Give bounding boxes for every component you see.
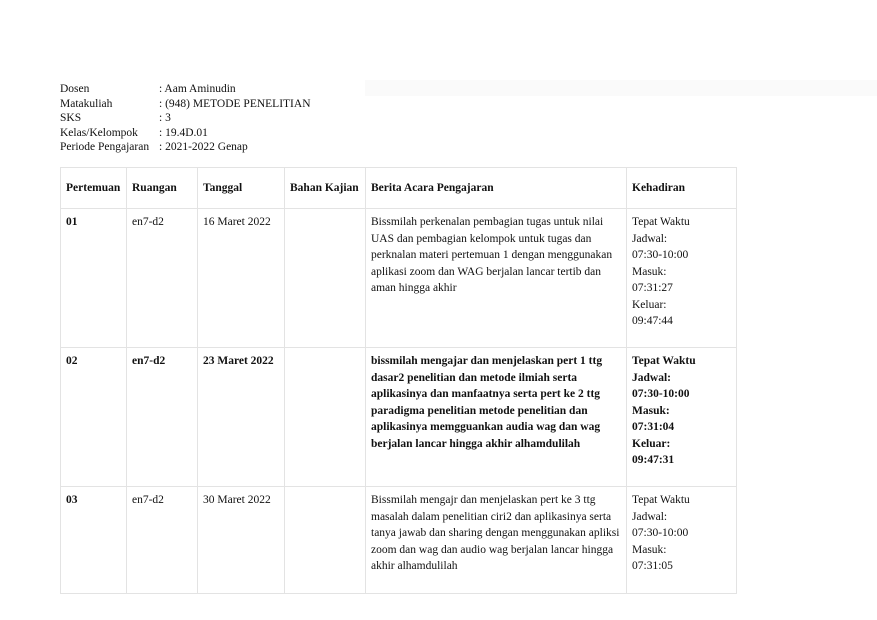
kehadiran-line: 07:31:27 <box>632 282 673 294</box>
cell-kehadiran <box>627 487 737 594</box>
info-value: : (948) METODE PENELITIAN <box>159 97 311 110</box>
kehadiran-line: Tepat Waktu <box>632 494 690 506</box>
table-row <box>61 209 737 348</box>
info-value: : 2021-2022 Genap <box>159 141 248 154</box>
kehadiran-line: Jadwal: <box>632 371 671 384</box>
cell-berita-acara: Bissmilah mengajr dan menjelaskan pert ke 3 ttg masalah dalam penelitian ciri2 dan aplikasinya serta tanya jawab dan sharing dengan menggunakan apliksi zoom dan wag dan audio wag berjalan lancar hingga akhir alhamdulilah <box>366 487 627 594</box>
info-value: : Aam Aminudin <box>159 83 236 95</box>
info-row-matakuliah <box>60 97 311 112</box>
cell-pertemuan: 01 <box>61 209 127 348</box>
table-row <box>61 348 737 487</box>
kehadiran-line: Jadwal: <box>632 232 668 245</box>
cell-berita-acara: Bissmilah perkenalan pembagian tugas untuk nilai UAS dan pembagian kelompok untuk tugas dan perknalan materi pertemuan 1 dengan menggunakan aplikasi zoom dan WAG berjalan lancar tertib dan aman hingga akhir <box>366 209 627 348</box>
cell-ruangan: en7-d2 <box>127 487 198 594</box>
info-label: SKS <box>60 112 82 125</box>
info-row-sks <box>60 111 311 126</box>
col-header-tanggal: Tanggal <box>198 168 285 209</box>
header-shade <box>365 80 877 96</box>
kehadiran-line: Masuk: <box>632 543 667 556</box>
info-label: Kelas/Kelompok <box>60 126 138 139</box>
cell-tanggal: 23 Maret 2022 <box>198 348 285 487</box>
col-header-kehadiran: Kehadiran <box>627 168 737 209</box>
schedule-table <box>60 167 737 594</box>
cell-ruangan: en7-d2 <box>127 348 198 487</box>
cell-pertemuan: 03 <box>61 487 127 594</box>
cell-ruangan: en7-d2 <box>127 209 198 348</box>
info-value: : 3 <box>159 112 171 125</box>
col-header-bahan-kajian: Bahan Kajian <box>285 168 366 209</box>
cell-tanggal: 16 Maret 2022 <box>198 209 285 348</box>
table-row <box>61 487 737 594</box>
kehadiran-line: 07:30-10:00 <box>632 249 689 261</box>
kehadiran-line: 07:31:05 <box>632 560 673 572</box>
kehadiran-line: Keluar: <box>632 298 667 311</box>
kehadiran-line: 09:47:31 <box>632 454 675 466</box>
cell-kehadiran <box>627 348 737 487</box>
info-row-dosen <box>60 82 311 97</box>
cell-berita-acara: bissmilah mengajar dan menjelaskan pert 1 ttg dasar2 penelitian dan metode ilmiah serta aplikasinya dan manfaatnya serta pert ke 2 ttg paradigma penelitian metode penelitian dan aplikasinya memgguankan audia wag dan wag berjalan lancar hingga akhir alhamdulilah <box>366 348 627 487</box>
cell-bahan-kajian <box>285 487 366 594</box>
cell-kehadiran <box>627 209 737 348</box>
kehadiran-line: 07:30-10:00 <box>632 527 689 539</box>
info-row-periode <box>60 140 311 155</box>
cell-pertemuan: 02 <box>61 348 127 487</box>
kehadiran-line: 07:30-10:00 <box>632 388 690 400</box>
cell-bahan-kajian <box>285 209 366 348</box>
kehadiran-line: Tepat Waktu <box>632 355 696 367</box>
col-header-berita-acara: Berita Acara Pengajaran <box>366 168 627 209</box>
kehadiran-line: Keluar: <box>632 437 671 450</box>
kehadiran-line: Masuk: <box>632 404 670 417</box>
kehadiran-line: Jadwal: <box>632 510 668 523</box>
info-label: Dosen <box>60 83 90 95</box>
kehadiran-line: 07:31:04 <box>632 421 675 433</box>
course-info <box>60 82 311 155</box>
info-label: Matakuliah <box>60 97 113 110</box>
cell-tanggal: 30 Maret 2022 <box>198 487 285 594</box>
info-row-kelas <box>60 126 311 141</box>
col-header-ruangan: Ruangan <box>127 168 198 209</box>
kehadiran-line: Masuk: <box>632 265 667 278</box>
col-header-pertemuan: Pertemuan <box>61 168 127 209</box>
table-header-row <box>61 168 737 209</box>
info-value: : 19.4D.01 <box>159 126 208 139</box>
cell-bahan-kajian <box>285 348 366 487</box>
info-label: Periode Pengajaran <box>60 141 150 154</box>
kehadiran-line: 09:47:44 <box>632 315 673 327</box>
kehadiran-line: Tepat Waktu <box>632 216 690 228</box>
